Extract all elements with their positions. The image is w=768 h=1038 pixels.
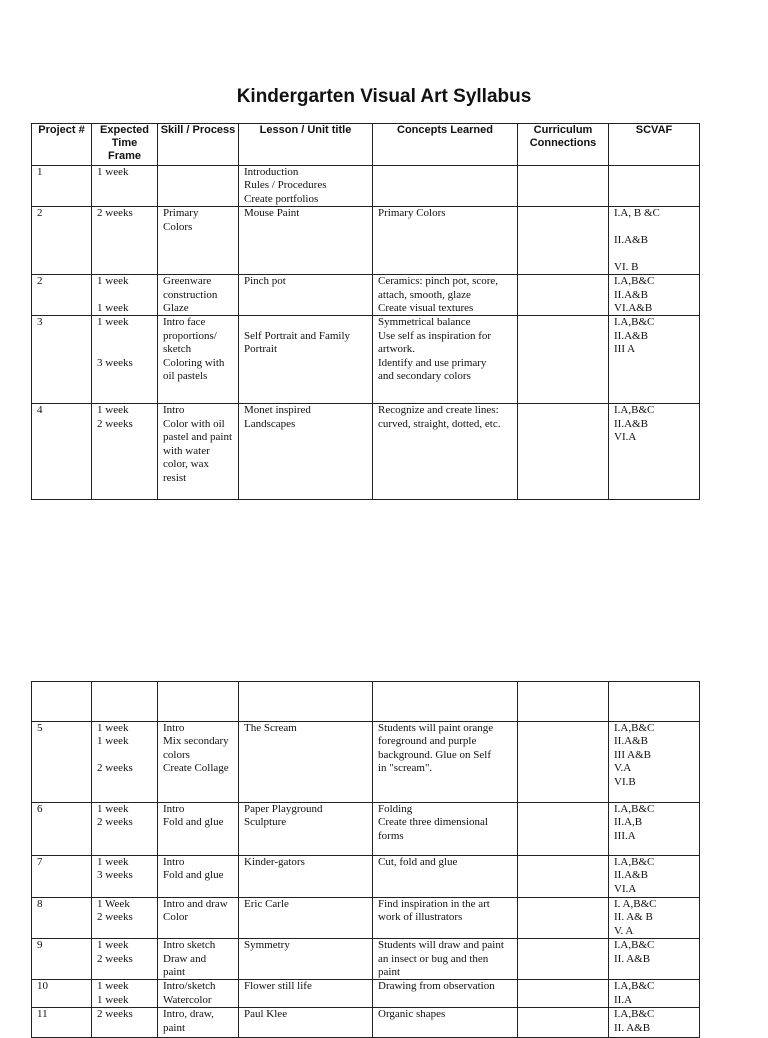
cell-scvaf: I.A,B&C II. A&B (609, 1008, 700, 1038)
cell-lesson: Introduction Rules / Procedures Create portfolios (239, 166, 373, 207)
cell-curriculum (518, 275, 609, 316)
cell-skill: Intro, draw, paint (158, 1008, 239, 1038)
cell-lesson: The Scream (239, 722, 373, 803)
cell-time: 1 week (92, 166, 158, 207)
cell-curriculum (518, 898, 609, 939)
table-row (32, 166, 700, 207)
syllabus-table (31, 123, 700, 500)
cell-project: 2 (32, 207, 92, 275)
table-row (32, 803, 700, 856)
cell-time: 2 weeks (92, 1008, 158, 1038)
table-row (32, 722, 700, 803)
cell-time: 1 week 1 week 2 weeks (92, 722, 158, 803)
table-header-row (32, 124, 700, 166)
cell-lesson: Paper Playground Sculpture (239, 803, 373, 856)
cell-scvaf: I.A,B&C II.A&B III A&B V.A VI.B (609, 722, 700, 803)
cell-scvaf: I.A,B&C II. A&B (609, 939, 700, 980)
cell-skill: Intro Mix secondary colors Create Collage (158, 722, 239, 803)
cell-lesson: Symmetry (239, 939, 373, 980)
cell-project: 9 (32, 939, 92, 980)
cell-empty (32, 682, 92, 722)
cell-concepts: Recognize and create lines: curved, straight, dotted, etc. (373, 404, 518, 500)
cell-project: 3 (32, 316, 92, 404)
cell-concepts: Find inspiration in the art work of illustrators (373, 898, 518, 939)
page-title: Kindergarten Visual Art Syllabus (236, 86, 532, 107)
cell-curriculum (518, 980, 609, 1008)
cell-curriculum (518, 856, 609, 898)
header-concepts: Concepts Learned (373, 124, 518, 166)
cell-skill: Primary Colors (158, 207, 239, 275)
cell-skill: Intro Color with oil pastel and paint with water color, wax resist (158, 404, 239, 500)
cell-curriculum (518, 316, 609, 404)
cell-project: 8 (32, 898, 92, 939)
cell-concepts: Students will draw and paint an insect or bug and then paint (373, 939, 518, 980)
table-row (32, 939, 700, 980)
cell-empty (518, 682, 609, 722)
cell-scvaf: I.A,B&C II.A&B III A (609, 316, 700, 404)
cell-project: 4 (32, 404, 92, 500)
cell-lesson: Flower still life (239, 980, 373, 1008)
table-empty-row (32, 682, 700, 722)
cell-skill: Intro Fold and glue (158, 856, 239, 898)
cell-scvaf: I.A,B&C II.A&B VI.A&B (609, 275, 700, 316)
cell-concepts: Students will paint orange foreground and purple background. Glue on Self in "scream". (373, 722, 518, 803)
header-scvaf: SCVAF (609, 124, 700, 166)
cell-curriculum (518, 207, 609, 275)
cell-scvaf (609, 166, 700, 207)
header-curriculum: Curriculum Connections (518, 124, 609, 166)
cell-lesson: Eric Carle (239, 898, 373, 939)
header-lesson: Lesson / Unit title (239, 124, 373, 166)
cell-time: 1 week 2 weeks (92, 939, 158, 980)
cell-scvaf: I.A,B&C II.A,B III.A (609, 803, 700, 856)
cell-time: 2 weeks (92, 207, 158, 275)
cell-project: 7 (32, 856, 92, 898)
cell-concepts: Primary Colors (373, 207, 518, 275)
cell-concepts (373, 166, 518, 207)
cell-skill (158, 166, 239, 207)
cell-empty (373, 682, 518, 722)
cell-curriculum (518, 404, 609, 500)
cell-skill: Intro Fold and glue (158, 803, 239, 856)
cell-time: 1 week 1 week (92, 980, 158, 1008)
table-row (32, 1008, 700, 1038)
table-row (32, 207, 700, 275)
cell-project: 5 (32, 722, 92, 803)
cell-lesson: Monet inspired Landscapes (239, 404, 373, 500)
cell-project: 1 (32, 166, 92, 207)
cell-lesson: Pinch pot (239, 275, 373, 316)
table-row (32, 856, 700, 898)
cell-scvaf: I.A,B&C II.A&B VI.A (609, 856, 700, 898)
cell-lesson: Self Portrait and Family Portrait (239, 316, 373, 404)
cell-skill: Intro face proportions/ sketch Coloring with oil pastels (158, 316, 239, 404)
cell-empty (158, 682, 239, 722)
cell-project: 11 (32, 1008, 92, 1038)
cell-empty (92, 682, 158, 722)
cell-time: 1 week 3 weeks (92, 316, 158, 404)
cell-curriculum (518, 1008, 609, 1038)
cell-lesson: Paul Klee (239, 1008, 373, 1038)
cell-curriculum (518, 166, 609, 207)
cell-concepts: Symmetrical balance Use self as inspiration for artwork. Identify and use primary and secondary colors (373, 316, 518, 404)
cell-project: 2 (32, 275, 92, 316)
header-skill: Skill / Process (158, 124, 239, 166)
cell-time: 1 Week 2 weeks (92, 898, 158, 939)
cell-scvaf: I.A,B&C II.A (609, 980, 700, 1008)
header-project: Project # (32, 124, 92, 166)
cell-curriculum (518, 803, 609, 856)
cell-lesson: Kinder-gators (239, 856, 373, 898)
cell-scvaf: I.A, B &C II.A&B VI. B (609, 207, 700, 275)
cell-concepts: Folding Create three dimensional forms (373, 803, 518, 856)
cell-skill: Intro/sketch Watercolor (158, 980, 239, 1008)
cell-empty (609, 682, 700, 722)
cell-curriculum (518, 939, 609, 980)
cell-time: 1 week 3 weeks (92, 856, 158, 898)
cell-scvaf: I. A,B&C II. A& B V. A (609, 898, 700, 939)
cell-skill: Intro and draw Color (158, 898, 239, 939)
cell-time: 1 week 2 weeks (92, 404, 158, 500)
cell-skill: Greenware construction Glaze (158, 275, 239, 316)
cell-concepts: Ceramics: pinch pot, score, attach, smooth, glaze Create visual textures (373, 275, 518, 316)
table-row (32, 404, 700, 500)
cell-skill: Intro sketch Draw and paint (158, 939, 239, 980)
cell-scvaf: I.A,B&C II.A&B VI.A (609, 404, 700, 500)
cell-concepts: Organic shapes (373, 1008, 518, 1038)
table-row (32, 316, 700, 404)
syllabus-table-continued (31, 681, 700, 1038)
table-row (32, 980, 700, 1008)
cell-curriculum (518, 722, 609, 803)
cell-project: 10 (32, 980, 92, 1008)
cell-project: 6 (32, 803, 92, 856)
cell-concepts: Cut, fold and glue (373, 856, 518, 898)
cell-concepts: Drawing from observation (373, 980, 518, 1008)
cell-lesson: Mouse Paint (239, 207, 373, 275)
cell-time: 1 week 1 week (92, 275, 158, 316)
header-time: Expected Time Frame (92, 124, 158, 166)
cell-empty (239, 682, 373, 722)
cell-time: 1 week 2 weeks (92, 803, 158, 856)
table-row (32, 275, 700, 316)
table-row (32, 898, 700, 939)
